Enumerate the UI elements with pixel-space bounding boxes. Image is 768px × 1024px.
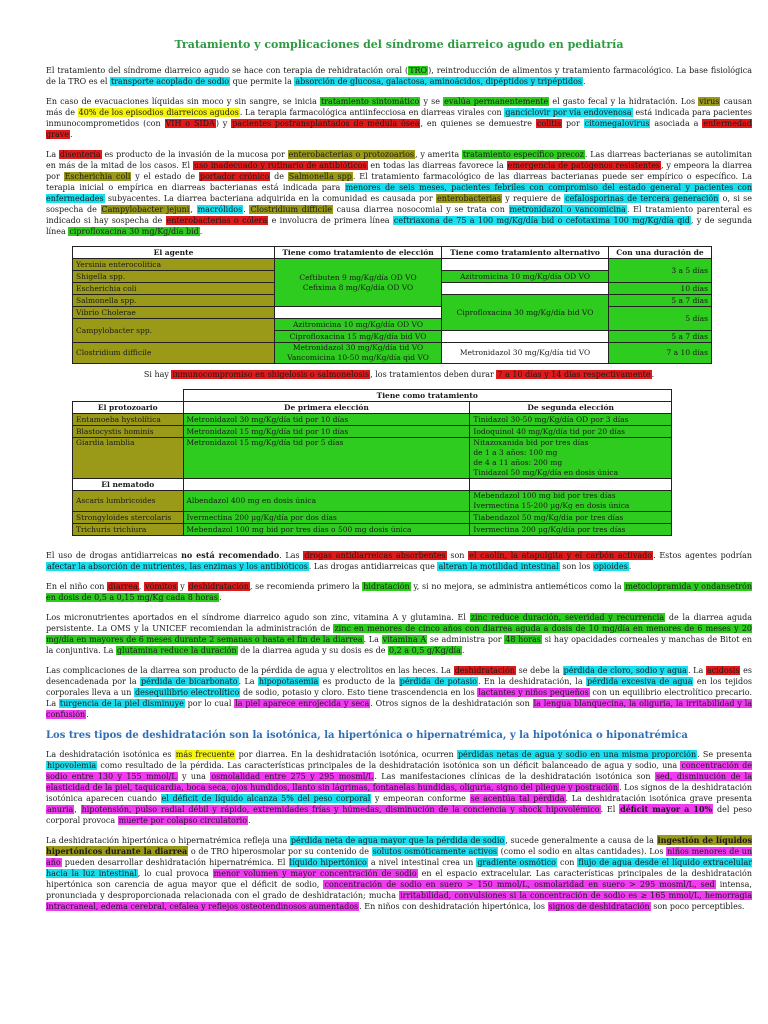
highlight: niños menores de un año [46,847,752,867]
text: Ceftibuten 9 mg/Kg/día OD VO [299,272,417,282]
text: se debe la [515,666,563,675]
protozoa-cell: Blastocystis hominis [73,426,184,438]
text: se administra por [427,635,505,644]
highlight: anuria [47,805,74,814]
highlight: desequilibrio electrolítico [135,688,240,697]
text: con un equilibrio electrolítico precario. La [46,688,752,708]
highlight: irritabilidad, convulsiones si la concentración de sodio es ≥ 165 mmol/L, hemorragia intracraneal, edema cerebral, cefalea y reflejos osteotendinosos aumentados [46,891,752,911]
highlight: 48 horas [505,635,541,644]
first-choice-cell: Mebendazol 100 mg bid por tres días o 500 mg dosis única [183,524,470,536]
highlight: citomegalovirus [584,119,650,128]
highlight: zinc reduce duración, severidad y recurrencia [470,613,665,622]
highlight: colitis [536,119,562,128]
nematode-cell: Trichuris trichiura [73,524,184,536]
highlight: osmolalidad entre 275 y 295 mosml/L [211,772,374,781]
choice-cell [275,307,442,319]
section-subtitle: Los tres tipos de deshidratación son la isotónica, la hipertónica o hipernatrémica, y la hipotónica o hiponatrémica [46,730,688,741]
highlight: pérdidas netas de agua y sodio en una misma proporción [457,750,697,759]
text: o, si se sospecha de [46,194,752,214]
empty-cell [470,479,672,491]
highlight: Escherichia coli [64,172,131,181]
text: La deshidratación hipertónica o hipernatrémica refleja una [46,836,290,845]
paragraph-isotonic [46,749,752,826]
text: . El tratamiento farmacológico de las diarreas bacterianas puede ser empírico o específico. La terapia inicial o empírica en diarreas bacterianas está indicada para [46,172,752,192]
paragraph-antidiarrheal [46,550,752,572]
text: por lo cual [184,699,235,708]
table-note [46,370,752,379]
text: . Las drogas antidiarreicas que [308,562,438,571]
text: por diarrea. En la deshidratación isotónica, ocurren [235,750,457,759]
highlight: lactantes y niños pequeños [478,688,589,697]
second-choice-cell: Tinidazol 30-50 mg/Kg/día OD por 3 días [470,414,672,426]
text: y se [420,97,444,106]
text: . [461,646,465,655]
text: , lo cual provoca [137,869,213,878]
highlight: 40% de los episodios diarreicos agudos [78,108,239,117]
text: y el estado de [131,172,199,181]
highlight: pérdida de bicarbonato [141,677,238,686]
alt-cell: Metronidazol 30 mg/Kg/día tid VO [442,343,609,364]
text: o de TRO hiperosmolar por su contenido de [188,847,372,856]
highlight: metoclopramida y ondansetrón en dosis de 0,5 a 0,15 mg/Kg cada 8 horas [46,582,752,602]
text: En el niño con [46,582,108,591]
highlight: deshidratación [188,582,249,591]
text: en los tejidos corporales lleva a un [46,677,752,697]
duration-cell: 3 a 5 días [609,259,712,283]
highlight: vómitos [144,582,177,591]
table-header: De primera elección [183,402,470,414]
highlight: pacientes postransplantados de médula ósea [232,119,420,128]
highlight: emergencia de patógenos resistentes [507,161,661,170]
text: , en quienes se demuestre [420,119,536,128]
highlight: afectar la absorción de nutrientes, las enzimas y los antibióticos [47,562,308,571]
bacterial-treatment-table [72,246,712,364]
text: y, si no mejora, se administra antieméticos como la [410,582,625,591]
agent-cell: Campylobacter spp. [73,319,275,343]
duration-cell: 5 a 7 días [609,331,712,343]
highlight: ciprofloxacina 30 mg/Kg/día bid [69,227,199,236]
highlight: turgencia de la piel disminuye [59,699,184,708]
text: Vancomicina 10-50 mg/Kg/día qid VO [287,353,429,362]
first-choice-cell: Albendazol 400 mg en dosis única [183,491,470,512]
alt-cell [442,283,609,295]
text: La deshidratación isotónica es [46,750,175,759]
highlight: enterobacterias o protozoarios [288,150,414,159]
text: son poco perceptibles. [650,902,745,911]
highlight: enterobacterias o cólera [166,216,268,225]
text: de [270,172,288,181]
highlight: absorción de glucosa, galactosa, aminoácidos, dipéptidos y tripéptidos [295,77,583,86]
text: Mebendazol 100 mg bid por tres días [473,491,616,500]
text: , [190,205,197,214]
text: . [69,130,73,139]
text: . [243,205,250,214]
text: causan más de [46,97,752,117]
highlight: ceftriaxona de 75 a 100 mg/Kg/día bid o cefotaxima 100 mg/Kg/día qid [393,216,690,225]
text: , se recomienda primero la [249,582,363,591]
text: . La [687,666,706,675]
text: es producto de la [319,677,399,686]
paragraph-antiemetics [46,581,752,603]
document-page [46,38,752,1024]
text: En caso de evacuaciones líquidas sin moco y sin sangre, se inicia [46,97,321,106]
paragraph-dysentery [46,149,752,237]
text: . En la deshidratación, la [477,677,586,686]
agent-cell: Clostridium difficile [73,343,275,364]
highlight: más frecuente [175,750,235,759]
highlight: diarrea [108,582,138,591]
highlight: glutamina reduce la duración [116,646,237,655]
alt-cell [442,331,609,343]
text: . Se presenta [697,750,752,759]
highlight: tratamiento específico precoz [462,150,584,159]
text: Nitazoxanida bid por tres días [473,438,589,447]
highlight: uso inadecuado y rutinario de antibióticos [193,161,367,170]
table-header: El nematodo [73,479,184,491]
choice-cell: Azitromicina 10 mg/Kg/día OD VO [275,319,442,331]
highlight: opioides [593,562,628,571]
text: y requiere de [502,194,565,203]
highlight: portador crónico [199,172,270,181]
text: . La [363,635,382,644]
highlight: concentración de sodio en suero > 150 mmol/L, osmolaridad en suero > 295 mosml/L, sed [324,880,715,889]
text: son [446,551,469,560]
protozoa-cell: Entamoeba hystolítica [73,414,184,426]
highlight: Campylobacter jejuni [101,205,190,214]
highlight: menores de seis meses, pacientes febriles con compromiso del estado general y pacientes con enfermedades [46,183,752,203]
agent-cell: Escherichia coli [73,283,275,295]
highlight: cefalosporinas de tercera generación [565,194,719,203]
text: . [583,77,586,86]
highlight: menor volumen y mayor concentración de sodio [213,869,417,878]
text: . Estos agentes podrían [653,551,752,560]
text: , [74,805,81,814]
second-choice-cell: Iodoquinol 40 mg/Kg/día tid por 20 días [470,426,672,438]
text: y empeoran conforme [371,794,470,803]
nematode-cell: Strongyloides stercolaris [73,512,184,524]
text: en el espacio extracelular. Las características principales de la deshidratación hipertónica son carencia de agua mayor que el déficit de sodio, [46,869,752,889]
text: . [248,816,251,825]
text: La [46,150,59,159]
text: en todas las diarreas favorece la [367,161,507,170]
highlight: el déficit de líquido alcanza 5% del peso corporal [161,794,371,803]
highlight: gradiente osmótico [477,858,556,867]
text: e involucra de primera línea [268,216,393,225]
highlight: 7 a 10 días y 14 días respectivamente [497,370,651,379]
table-header: El agente [73,247,275,259]
text: y una [177,772,211,781]
parasite-treatment-table [72,389,672,536]
highlight: pérdida de potasio [399,677,477,686]
agent-cell: Vibrio Cholerae [73,307,275,319]
text: pueden desarrollar deshidratación hipernatrémica. El [61,858,289,867]
choice-cell: Ciprofloxacina 15 mg/Kg/día bid VO [275,331,442,343]
text: si hay opacidades corneales y manchas de Bitot en la conjuntiva. La [46,635,752,655]
highlight: enterobacterias [436,194,502,203]
highlight: vitamina A [382,635,427,644]
text: está indicada para pacientes inmunocomprometidos (con [46,108,752,128]
empty-cell [73,390,184,402]
duration-cell: 5 a 7 días [609,295,712,307]
highlight: la lengua blanquecina, la oliguria, la irritabilidad y la confusión [46,699,752,719]
text: . En niños con deshidratación hipertónica, los [359,902,548,911]
second-choice-cell [470,438,672,479]
highlight: virus [699,97,720,106]
nematode-cell: Ascaris lumbricoides [73,491,184,512]
table-header: Tiene como tratamiento de elección [275,247,442,259]
highlight: Clostridium difficile [250,205,332,214]
highlight: ganciclovir por vía endovenosa [505,108,632,117]
agent-cell: Salmonella spp. [73,295,275,307]
text: causa diarrea nosocomial y se trata con [333,205,509,214]
highlight: déficit mayor a 10% [620,804,713,814]
text: como resultado de la pérdida. Las características principales de la deshidratación isotónica son un déficit balanceado de agua y sodio, una [97,761,681,770]
highlight: hidratación [363,582,410,591]
highlight: hipovolemia [47,761,97,770]
second-choice-cell [470,491,672,512]
table-header: El protozoario [73,402,184,414]
agent-cell: Yersinia enterocolitica [73,259,275,271]
text: . El [600,805,620,814]
highlight: pérdida de cloro, sodio y agua [563,666,687,675]
text: de la diarrea aguda y su dosis es de [237,646,388,655]
text: a nivel intestinal crea un [367,858,477,867]
paragraph-viral [46,96,752,140]
text: de 1 a 3 años: 100 mg [473,448,558,457]
highlight: deshidratación [454,666,515,675]
text: del peso corporal provoca [46,805,752,825]
paragraph-complications [46,665,752,720]
text: Ivermectina 15-200 µg/Kg en dosis única [473,501,630,510]
text: subyacentes. La diarrea bacteriana adquirida en la comunidad es causada por [104,194,436,203]
alt-cell [442,259,609,271]
text: . [219,593,222,602]
highlight: Salmonella spp [288,172,352,181]
text: ), reintroducción de alimentos y tratamiento farmacológico. La base fisiológica de la TRO es el [46,66,752,86]
text: , [138,582,144,591]
choice-cell [275,259,442,307]
text: , y de segunda línea [46,216,752,236]
text: de 4 a 11 años: 200 mg [473,458,563,467]
text: . Los signos de la deshidratación isotónica aparecen cuando [46,783,752,803]
text: El tratamiento del síndrome diarreico agudo se hace con terapia de rehidratación oral ( [46,66,409,75]
text: . Las manifestaciones clínicas de la deshidratación isotónica son [374,772,655,781]
text: . La terapia farmacológica antiinfecciosa en diarreas virales con [239,108,505,117]
alt-cell: Ciprofloxacina 30 mg/Kg/día bid VO [442,295,609,331]
text: Las complicaciones de la diarrea son producto de la pérdida de agua y electrolitos en las heces. La [46,666,454,675]
first-choice-cell: Metronidazol 15 mg/Kg/día tid por 5 días [183,438,470,479]
text: , y amerita [415,150,462,159]
text: . La deshidratación isotónica grave presenta [565,794,752,803]
highlight: inmunocompromiso en shigelosis o salmonelosis [172,370,370,379]
text: , los tratamientos deben durar [370,370,497,379]
text: de la diarrea aguda persistente. La OMS y la UNICEF recomiendan la administración de [46,613,752,633]
duration-cell: 5 días [609,307,712,331]
highlight: flujo de agua desde el líquido extracelular hacia la luz intestinal [46,858,752,878]
highlight: alteran la motilidad intestinal [438,562,559,571]
highlight: tratamiento sintomático [321,97,420,106]
text: . [199,227,203,236]
highlight: macrólidos [197,205,243,214]
duration-cell: 7 a 10 días [609,343,712,364]
highlight: enfermedad grave [46,119,752,139]
highlight: concentración de sodio entre 130 y 155 mmol/L [46,761,752,781]
text: Si hay [143,370,172,379]
text: . La [238,677,258,686]
first-choice-cell: Metronidazol 15 mg/Kg/día tid por 10 días [183,426,470,438]
text: por [562,119,584,128]
text: , sucede generalmente a causa de la [505,836,657,845]
text: ) y [215,119,232,128]
agent-cell: Shigella spp. [73,271,275,283]
highlight: hipopotasemia [258,677,319,686]
text: . Las [279,551,304,560]
highlight: el caolín, la atapulgita y el carbón activado [469,551,653,560]
highlight: se acentúa tal pérdida [470,794,565,803]
highlight: muerte por colapso circulatorio [118,816,248,825]
text: . [628,562,632,571]
highlight: evalúa permanentemente [444,97,549,106]
text: es producto de la invasión de la mucosa por [101,150,288,159]
highlight: ingestión de líquidos hipertónicos durante la diarrea [46,835,752,856]
highlight: pérdida neta de agua mayor que la pérdida de sodio [290,836,505,845]
table-header: De segunda elección [470,402,672,414]
highlight: pérdida excesiva de agua [587,677,693,686]
text: es desencadenada por la [46,666,752,686]
alt-cell: Azitromicina 10 mg/Kg/día OD VO [442,271,609,283]
highlight: acidosis [706,666,740,675]
table-header: Con una duración de [609,247,712,259]
highlight: líquido hipertónico [289,858,367,867]
highlight: transporte acoplado de sodio [110,77,230,86]
highlight: sed, disminución de la elasticidad de la piel, taquicardia, boca seca, ojos hundidos, llanto sin lágrimas, fontanelas hundidas, oliguria, signo del pliegue y postración [46,772,752,792]
text: son los [559,562,593,571]
text: Cefixima 8 mg/Kg/día OD VO [302,282,414,292]
highlight: la piel aparece enrojecida y seca [235,699,370,708]
text: de sodio, potasio y cloro. Esto tiene trascendencia en los [240,688,478,697]
second-choice-cell: Tiabendazol 50 mg/Kg/día por tres días [470,512,672,524]
paragraph-micronutrients [46,612,752,656]
highlight: 0,2 a 0,5 g/Kg/día [388,646,461,655]
paragraph-tro [46,65,752,87]
text: Los micronutrientes aportados en el síndrome diarreico agudo son zinc, vitamina A y glutamina. El [46,613,470,622]
text: El uso de drogas antidiarreicas [46,551,182,560]
paragraph-hypertonic [46,835,752,912]
text: , y empeora la diarrea por [46,161,752,181]
text: con [556,858,578,867]
highlight: hipotensión, pulso radial débil y rápido, extremidades frías y húmedas, disminución de la conciencia y shock hipovolémico [81,805,600,814]
protozoa-cell: Giardia lamblia [73,438,184,479]
text: que permite la [230,77,295,86]
bold-text: no está recomendado [181,550,280,560]
highlight: drogas antidiarreicas absorbentes [304,551,446,560]
text: Tinidazol 50 mg/Kg/día en dosis única [473,468,619,477]
duration-cell: 10 días [609,283,712,295]
highlight: signos de deshidratación [548,902,650,911]
highlight: zinc en menores de cinco años con diarrea aguda a dosis de 10 mg/día en menores de 6 meses y 20 mg/día en mayores de 6 meses durante 2 semanas o hasta el fin de la diarrea [46,624,752,644]
highlight: solutos osmóticamente activos [372,847,497,856]
choice-cell [275,343,442,364]
empty-cell [183,479,470,491]
text: intensa, pronunciada y desproporcionada relacionada con el grado de deshidratación; mucha [46,880,752,900]
highlight: TRO [409,66,428,75]
first-choice-cell: Ivermectina 200 µg/Kg/día por dos días [183,512,470,524]
first-choice-cell: Metronidazol 30 mg/Kg/día tid por 10 días [183,414,470,426]
text: el gasto fecal y la hidratación. Los [549,97,699,106]
highlight: metronidazol o vancomicina [509,205,626,214]
text: . [86,710,89,719]
text: . El tratamiento parenteral es indicado si hay sospecha de [46,205,752,225]
text: . [651,370,655,379]
text: asociada a [650,119,703,128]
text: (como el sodio en altas cantidades). Los [498,847,667,856]
highlight: VIH o SIDA [165,119,215,128]
table-header: Tiene como tratamiento [183,390,672,402]
document-title: Tratamiento y complicaciones del síndrome diarreico agudo en pediatría [174,38,624,51]
highlight: disentería [59,150,101,159]
second-choice-cell: Ivermectina 200 µg/Kg/día por tres días [470,524,672,536]
text: . Otros signos de la deshidratación son [370,699,533,708]
table-header: Tiene como tratamiento alternativo [442,247,609,259]
text: Metronidazol 30 mg/Kg/día tid VO [292,343,424,352]
text: y [177,582,188,591]
text: . Las diarreas bacterianas se autolimitan en más de la mitad de los casos. El [46,150,752,170]
